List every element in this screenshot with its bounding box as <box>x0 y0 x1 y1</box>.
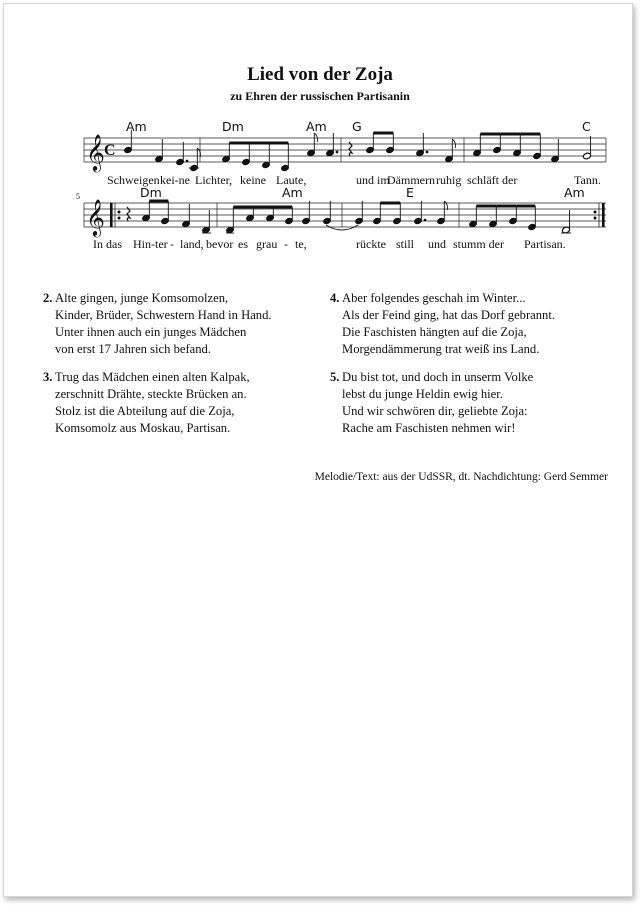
lyric-syllable: und <box>428 237 446 251</box>
lyric-syllable: still <box>396 237 415 251</box>
verse-line: Stolz ist die Abteilung auf die Zoja, <box>55 404 235 418</box>
verse-line: Du bist tot, und doch in unserm Volke <box>342 370 534 384</box>
lyric-syllable: stumm der <box>453 237 504 251</box>
lyric-syllable: schläft der <box>467 173 518 187</box>
verse-line: von erst 17 Jahren sich befand. <box>55 342 211 356</box>
verse-number: 5. <box>330 370 340 384</box>
verse-line: Als der Feind ging, hat das Dorf gebrannt. <box>342 308 555 322</box>
verse-line: Und wir schwören dir, geliebte Zoja: <box>342 404 528 418</box>
chord-symbol: G <box>352 119 362 134</box>
chord-symbol: Dm <box>222 119 244 134</box>
measure-number: 5 <box>76 192 80 201</box>
chord-symbol: C <box>582 119 591 134</box>
verse-line: Kinder, Brüder, Schwestern Hand in Hand. <box>55 308 272 322</box>
verse-2 <box>43 290 272 358</box>
lyric-syllable: - <box>170 237 174 251</box>
verse-5 <box>330 369 534 437</box>
verse-line: Alte gingen, junge Komsomolzen, <box>55 291 229 305</box>
lyric-syllable: In das <box>93 237 122 251</box>
lyric-syllable: kei-ne <box>160 173 190 187</box>
lyric-syllable: Partisan. <box>524 237 566 251</box>
verse-line: lebst du junge Heldin ewig hier. <box>342 387 503 401</box>
lyric-syllable: Lichter, <box>195 173 233 187</box>
lyric-syllable: ruhig <box>436 173 462 187</box>
lyric-syllable: rückte <box>356 237 386 251</box>
lyric-syllable: land, <box>180 237 204 251</box>
verse-3 <box>43 369 250 437</box>
lyric-syllable: te, <box>295 237 307 251</box>
verse-line: Trug das Mädchen einen alten Kalpak, <box>55 370 250 384</box>
song-title: Lied von der Zoja <box>247 64 393 85</box>
verse-line: Aber folgendes geschah im Winter... <box>342 291 526 305</box>
lyric-syllable: Hin-ter <box>133 237 168 251</box>
verse-4 <box>330 290 555 358</box>
notes-system-1 <box>124 130 592 172</box>
lyric-syllable: keine <box>240 173 266 187</box>
lyric-syllable: Tann. <box>574 173 601 187</box>
chord-symbol: E <box>406 185 414 200</box>
lyric-syllable: und im <box>356 173 390 187</box>
chord-symbol: Am <box>306 119 327 134</box>
verse-line: Morgendämmerung trat weiß ins Land. <box>342 342 540 356</box>
verse-line: zerschnitt Drähte, steckte Brücken an. <box>55 387 247 401</box>
song-subtitle: zu Ehren der russischen Partisanin <box>230 89 410 103</box>
time-signature: C <box>104 142 116 159</box>
lyric-syllable: - <box>284 237 288 251</box>
lyric-syllable: grau <box>256 237 278 251</box>
verse-line: Rache am Faschisten nehmen wir! <box>342 421 516 435</box>
verse-line: Unter ihnen auch ein junges Mädchen <box>55 325 247 339</box>
verse-number: 3. <box>43 370 53 384</box>
lyric-syllable: bevor <box>206 237 234 251</box>
treble-clef-icon: 𝄞 <box>86 198 105 236</box>
chord-symbol: Am <box>564 185 585 200</box>
verse-line: Komsomolz aus Moskau, Partisan. <box>55 421 231 435</box>
verse-number: 2. <box>43 291 53 305</box>
chord-symbol: Am <box>126 119 147 134</box>
song-credit: Melodie/Text: aus der UdSSR, dt. Nachdichtung: Gerd Semmer <box>314 471 608 483</box>
treble-clef-icon: 𝄞 <box>86 133 105 171</box>
verse-line: Die Faschisten hängten auf die Zoja, <box>342 325 527 339</box>
lyric-syllable: Dämmern <box>387 173 435 187</box>
lyric-syllable: Laute, <box>276 173 307 187</box>
lyric-syllable: Schweigen <box>107 173 160 187</box>
notes-system-2 <box>127 201 571 234</box>
verse-number: 4. <box>330 291 340 305</box>
chord-symbol: Am <box>282 185 303 200</box>
lyric-syllable: es <box>238 237 248 251</box>
chord-symbol: Dm <box>140 185 162 200</box>
